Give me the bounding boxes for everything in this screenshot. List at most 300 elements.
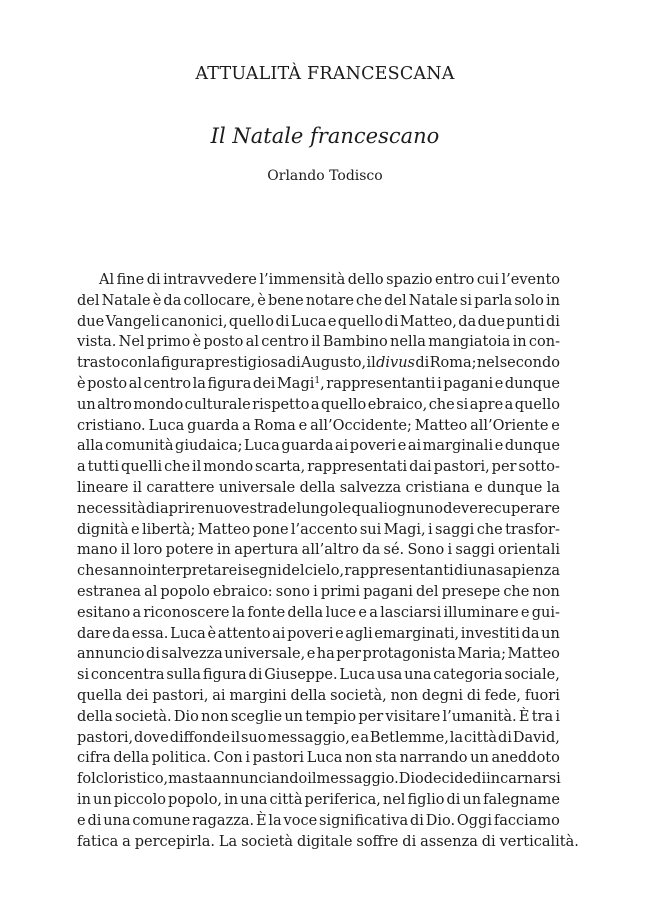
- body-word: [133, 395, 183, 416]
- body-word: [356, 832, 398, 853]
- word-text: una: [468, 563, 496, 580]
- body-word: [350, 436, 396, 457]
- word-text: orientali: [498, 542, 560, 559]
- body-word: [218, 624, 271, 645]
- body-word: [408, 436, 421, 457]
- body-word: [455, 540, 494, 561]
- word-text: percepirla.: [134, 833, 215, 850]
- body-word: [91, 665, 165, 686]
- body-word: [147, 353, 160, 374]
- word-text: da: [362, 542, 381, 559]
- body-word: [406, 478, 470, 499]
- word-text: vista.: [77, 334, 117, 351]
- body-word: [532, 582, 559, 603]
- body-word: [502, 270, 561, 291]
- word-text: è: [192, 334, 202, 351]
- body-word: [250, 499, 297, 520]
- word-text: comune: [132, 812, 191, 829]
- word-text: La: [218, 833, 238, 850]
- word-text: e: [474, 479, 483, 496]
- body-word: [407, 540, 444, 561]
- body-word: [311, 332, 320, 353]
- body-word: [147, 270, 161, 291]
- body-word: [170, 624, 206, 645]
- body-word: [254, 416, 296, 437]
- body-word: [420, 832, 478, 853]
- word-text: altro: [97, 396, 132, 413]
- word-text: di: [384, 313, 399, 330]
- word-text: dunque: [504, 438, 560, 455]
- body-word: [444, 603, 519, 624]
- body-word: [474, 478, 483, 499]
- body-word: [135, 832, 215, 853]
- word-text: al: [144, 583, 158, 600]
- word-text: società: [241, 833, 294, 850]
- word-text: si: [456, 396, 469, 413]
- word-text: la: [231, 604, 246, 621]
- body-word: [307, 769, 316, 790]
- word-text: di: [275, 313, 290, 330]
- word-text: sono: [275, 583, 310, 600]
- body-line: [77, 395, 560, 416]
- word-text: collocare,: [183, 292, 256, 309]
- body-word: [487, 478, 542, 499]
- body-word: [462, 790, 481, 811]
- body-word: [134, 728, 169, 749]
- word-text: dunque: [487, 479, 543, 496]
- body-word: [416, 582, 439, 603]
- body-word: [505, 436, 560, 457]
- word-text: recuperare: [478, 500, 560, 517]
- body-word: [144, 374, 192, 395]
- word-text: da: [521, 625, 540, 642]
- word-text: lineare: [77, 479, 129, 496]
- body-word: [415, 353, 429, 374]
- word-text: a: [122, 833, 131, 850]
- body-word: [129, 374, 142, 395]
- body-word: [201, 707, 228, 728]
- body-word: [193, 332, 202, 353]
- word-text: centro: [143, 375, 192, 392]
- word-text: È: [518, 708, 530, 725]
- word-text: una: [103, 812, 131, 829]
- word-text: sui: [359, 521, 382, 538]
- body-word: [168, 769, 190, 790]
- word-text: nel: [382, 791, 406, 808]
- body-word: [358, 707, 383, 728]
- body-word: [187, 416, 239, 437]
- word-text: l’accento: [290, 521, 358, 538]
- word-text: cristiana: [405, 479, 470, 496]
- word-text: Sono: [407, 542, 445, 559]
- word-text: a: [310, 396, 320, 413]
- word-text: all’Occidente;: [310, 417, 412, 434]
- word-text: dello: [347, 272, 384, 288]
- word-text: di: [453, 563, 468, 580]
- word-text: a: [369, 604, 378, 621]
- body-word: [339, 665, 375, 686]
- body-word: [224, 790, 238, 811]
- word-text: Al: [99, 272, 115, 288]
- body-word: [193, 374, 206, 395]
- word-text: parla: [474, 292, 513, 309]
- body-word: [363, 644, 456, 665]
- word-text: ebraico:: [212, 583, 273, 600]
- word-text: aprire: [159, 500, 205, 517]
- body-word: [514, 291, 544, 312]
- word-text: dare: [77, 625, 111, 642]
- word-text: ai: [212, 687, 226, 704]
- word-text: che: [356, 292, 383, 309]
- body-line: [77, 748, 560, 769]
- word-text: quali: [351, 500, 388, 517]
- body-word: [532, 707, 553, 728]
- word-text: Matteo: [507, 646, 560, 663]
- word-text: pastori: [252, 750, 305, 767]
- word-text: piccolo: [113, 791, 166, 808]
- body-word: [399, 769, 424, 790]
- body-word: [122, 832, 131, 853]
- body-line: [77, 416, 560, 437]
- body-word: [454, 561, 468, 582]
- word-text: luce: [325, 604, 357, 621]
- word-text: sé.: [383, 542, 405, 559]
- body-line: [77, 270, 560, 291]
- word-text: per: [491, 459, 517, 476]
- body-word: [384, 291, 407, 312]
- body-word: [505, 520, 560, 541]
- body-word: [513, 728, 560, 749]
- word-text: e: [77, 812, 86, 829]
- body-word: [132, 603, 141, 624]
- body-word: [246, 332, 259, 353]
- body-word: [77, 395, 96, 416]
- body-word: [424, 769, 472, 790]
- word-text: della: [113, 750, 150, 767]
- body-line: [77, 457, 560, 478]
- body-line: [77, 707, 560, 728]
- word-text: Bambino: [322, 334, 388, 351]
- body-word: [77, 707, 113, 728]
- body-line: [77, 561, 560, 582]
- body-word: [366, 353, 375, 374]
- body-word: [112, 624, 130, 645]
- body-word: [400, 312, 457, 333]
- word-text: della: [299, 479, 336, 496]
- word-text: e: [397, 438, 407, 455]
- word-text: esitano: [77, 604, 131, 621]
- word-text: nel: [476, 355, 500, 372]
- word-text: di: [87, 812, 102, 829]
- word-text: margini: [229, 687, 287, 704]
- body-word: [161, 312, 227, 333]
- word-text: rappresentanti: [326, 375, 436, 392]
- word-text: rappresentanti: [344, 563, 454, 580]
- word-text: non: [345, 750, 373, 767]
- body-word: [458, 312, 476, 333]
- body-word: [307, 457, 407, 478]
- body-word: [362, 540, 380, 561]
- word-text: si: [77, 667, 90, 684]
- word-text: è: [77, 375, 86, 392]
- body-word: [402, 832, 416, 853]
- body-word: [336, 644, 361, 665]
- body-word: [297, 832, 353, 853]
- body-word: [340, 478, 401, 499]
- body-word: [146, 644, 160, 665]
- word-text: un: [284, 708, 304, 725]
- body-word: [253, 748, 305, 769]
- word-text: ma: [168, 771, 191, 788]
- word-text: a: [77, 459, 86, 476]
- body-word: [231, 707, 282, 728]
- word-text: deve: [443, 500, 478, 517]
- word-text: e: [350, 729, 360, 746]
- word-text: Luca: [290, 313, 327, 330]
- word-text: scarta,: [255, 459, 306, 476]
- body-word: [282, 561, 305, 582]
- body-word: [264, 665, 337, 686]
- body-word: [131, 520, 140, 541]
- word-text: ognuno: [388, 500, 443, 517]
- body-word: [400, 748, 468, 769]
- word-text: le: [338, 500, 352, 517]
- word-text: cui: [476, 272, 499, 288]
- word-text: popolo,: [168, 791, 223, 808]
- body-word: [478, 312, 505, 333]
- word-text: essa.: [131, 625, 169, 642]
- word-text: di: [248, 667, 263, 684]
- word-text: il: [311, 334, 321, 351]
- body-word: [146, 478, 214, 499]
- body-word: [97, 395, 132, 416]
- word-text: i: [313, 583, 318, 600]
- word-text: che: [476, 521, 503, 538]
- body-word: [426, 811, 455, 832]
- body-word: [207, 374, 251, 395]
- body-word: [300, 478, 336, 499]
- body-word: [267, 728, 349, 749]
- body-word: [77, 416, 146, 437]
- word-text: attento: [217, 625, 271, 642]
- word-text: al: [245, 334, 259, 351]
- word-text: l’umanità.: [442, 708, 517, 725]
- word-text: Dio: [173, 708, 199, 725]
- word-text: secondo: [499, 355, 560, 372]
- body-word: [241, 832, 293, 853]
- body-word: [99, 270, 114, 291]
- word-text: Luca: [306, 750, 343, 767]
- body-word: [321, 582, 360, 603]
- word-text: Maria;: [457, 646, 506, 663]
- word-text: Giuseppe.: [264, 667, 338, 684]
- word-text: i: [437, 375, 442, 392]
- body-word: [386, 270, 432, 291]
- body-word: [368, 395, 428, 416]
- word-text: Con: [213, 750, 243, 767]
- word-text: il: [366, 355, 376, 372]
- body-word: [470, 395, 503, 416]
- body-word: [457, 811, 492, 832]
- word-text: cifra: [77, 750, 111, 767]
- word-text: comunità: [105, 438, 174, 455]
- body-word: [555, 707, 560, 728]
- word-text: che: [428, 396, 455, 413]
- body-word: [351, 499, 388, 520]
- word-text: degni: [421, 687, 463, 704]
- word-text: strade: [249, 500, 297, 517]
- word-text: aneddoto: [491, 750, 560, 767]
- word-text: canonici,: [161, 313, 228, 330]
- word-text: Augusto,: [301, 355, 367, 372]
- body-word: Magi$^1$,: [276, 375, 325, 392]
- body-word: [317, 769, 399, 790]
- body-word: [461, 624, 520, 645]
- word-text: un: [93, 791, 112, 808]
- body-word: [242, 416, 251, 437]
- word-text: decide: [423, 771, 473, 788]
- body-word: [500, 353, 560, 374]
- body-word: [268, 291, 304, 312]
- word-text: a: [132, 604, 142, 621]
- body-word: [77, 478, 128, 499]
- body-word: [183, 291, 255, 312]
- body-word: [77, 436, 104, 457]
- word-text: Vangeli: [105, 313, 160, 330]
- body-word: [87, 374, 127, 395]
- word-text: guarda: [187, 417, 240, 434]
- word-text: all’altro: [301, 542, 359, 559]
- word-text: non: [201, 708, 229, 725]
- word-text: ebraico,: [367, 396, 428, 413]
- article-author: Orlando Todisco: [267, 168, 383, 184]
- word-text: una: [240, 791, 268, 808]
- body-word: [358, 603, 367, 624]
- word-text: di: [546, 313, 560, 330]
- body-word: [245, 748, 250, 769]
- word-text: della: [77, 708, 113, 725]
- body-word: [369, 603, 378, 624]
- word-text: a: [504, 396, 514, 413]
- word-text: folcloristico,: [77, 771, 169, 788]
- word-text: annunciando: [212, 771, 308, 788]
- body-line: [77, 790, 560, 811]
- word-text: da: [163, 292, 182, 309]
- word-text: ai: [334, 438, 349, 455]
- body-word: [132, 811, 190, 832]
- body-word: [281, 436, 333, 457]
- word-text: quello: [228, 313, 275, 330]
- word-text: David,: [512, 729, 560, 746]
- body-word: [409, 457, 432, 478]
- body-word: [205, 353, 286, 374]
- body-word: [377, 665, 402, 686]
- body-word: [457, 644, 506, 665]
- body-word: [541, 624, 560, 645]
- word-text: assenza: [420, 833, 478, 850]
- body-word: [383, 790, 406, 811]
- word-text: figura: [202, 667, 247, 684]
- word-text: a: [360, 729, 369, 746]
- word-text: con: [120, 355, 147, 372]
- word-text: gui-: [531, 604, 560, 621]
- word-text: città: [269, 791, 303, 808]
- body-word: [174, 707, 199, 728]
- body-word: [88, 457, 119, 478]
- body-word: [77, 665, 89, 686]
- word-text: Roma: [253, 417, 296, 434]
- word-text: nella: [390, 334, 426, 351]
- word-text: universale: [218, 479, 296, 496]
- word-text: un: [77, 396, 96, 413]
- body-word: [306, 291, 354, 312]
- body-word: [77, 832, 118, 853]
- body-word: [500, 832, 579, 853]
- word-text: lungo: [296, 500, 338, 517]
- body-word: [384, 520, 426, 541]
- body-word: [121, 353, 147, 374]
- word-text: il: [120, 542, 131, 559]
- word-text: significativa: [319, 812, 409, 829]
- word-text: si: [459, 292, 472, 309]
- body-word: [360, 728, 369, 749]
- body-word: [144, 582, 157, 603]
- body-word: [407, 790, 444, 811]
- body-word: [477, 270, 499, 291]
- body-word: [205, 499, 249, 520]
- word-text: è: [207, 625, 217, 642]
- word-text: quelli: [121, 459, 163, 476]
- body-word: [229, 686, 286, 707]
- word-text: della: [290, 687, 327, 704]
- body-word: [214, 748, 243, 769]
- word-text: quella: [77, 687, 123, 704]
- body-word: [219, 832, 237, 853]
- body-word: [483, 790, 560, 811]
- word-text: alla: [77, 438, 104, 455]
- body-word: [338, 499, 351, 520]
- body-word: [160, 582, 209, 603]
- body-word: [284, 707, 303, 728]
- body-word: [423, 436, 494, 457]
- word-text: in: [216, 542, 231, 559]
- body-word: [114, 790, 166, 811]
- word-text: Dio: [398, 771, 424, 788]
- body-word: [467, 686, 481, 707]
- body-word: [77, 499, 146, 520]
- body-word: [77, 561, 103, 582]
- body-word: [113, 748, 149, 769]
- word-text: del: [415, 583, 439, 600]
- word-text: prestigiosa: [205, 355, 287, 372]
- word-text: mondo: [203, 459, 254, 476]
- body-word: [345, 748, 372, 769]
- body-word: [153, 291, 162, 312]
- body-word: [132, 624, 169, 645]
- body-word: [348, 270, 384, 291]
- word-text: estranea: [77, 583, 141, 600]
- body-word: [261, 332, 309, 353]
- word-text: spazio: [386, 272, 433, 288]
- word-text: è: [152, 292, 162, 309]
- body-word: [77, 790, 91, 811]
- word-text: Magi,: [383, 521, 426, 538]
- word-text: libertà;: [141, 521, 196, 538]
- word-text: interpretare: [147, 563, 238, 580]
- word-text: divus: [376, 355, 415, 372]
- body-line: [77, 520, 560, 541]
- word-text: trasfor-: [505, 521, 560, 538]
